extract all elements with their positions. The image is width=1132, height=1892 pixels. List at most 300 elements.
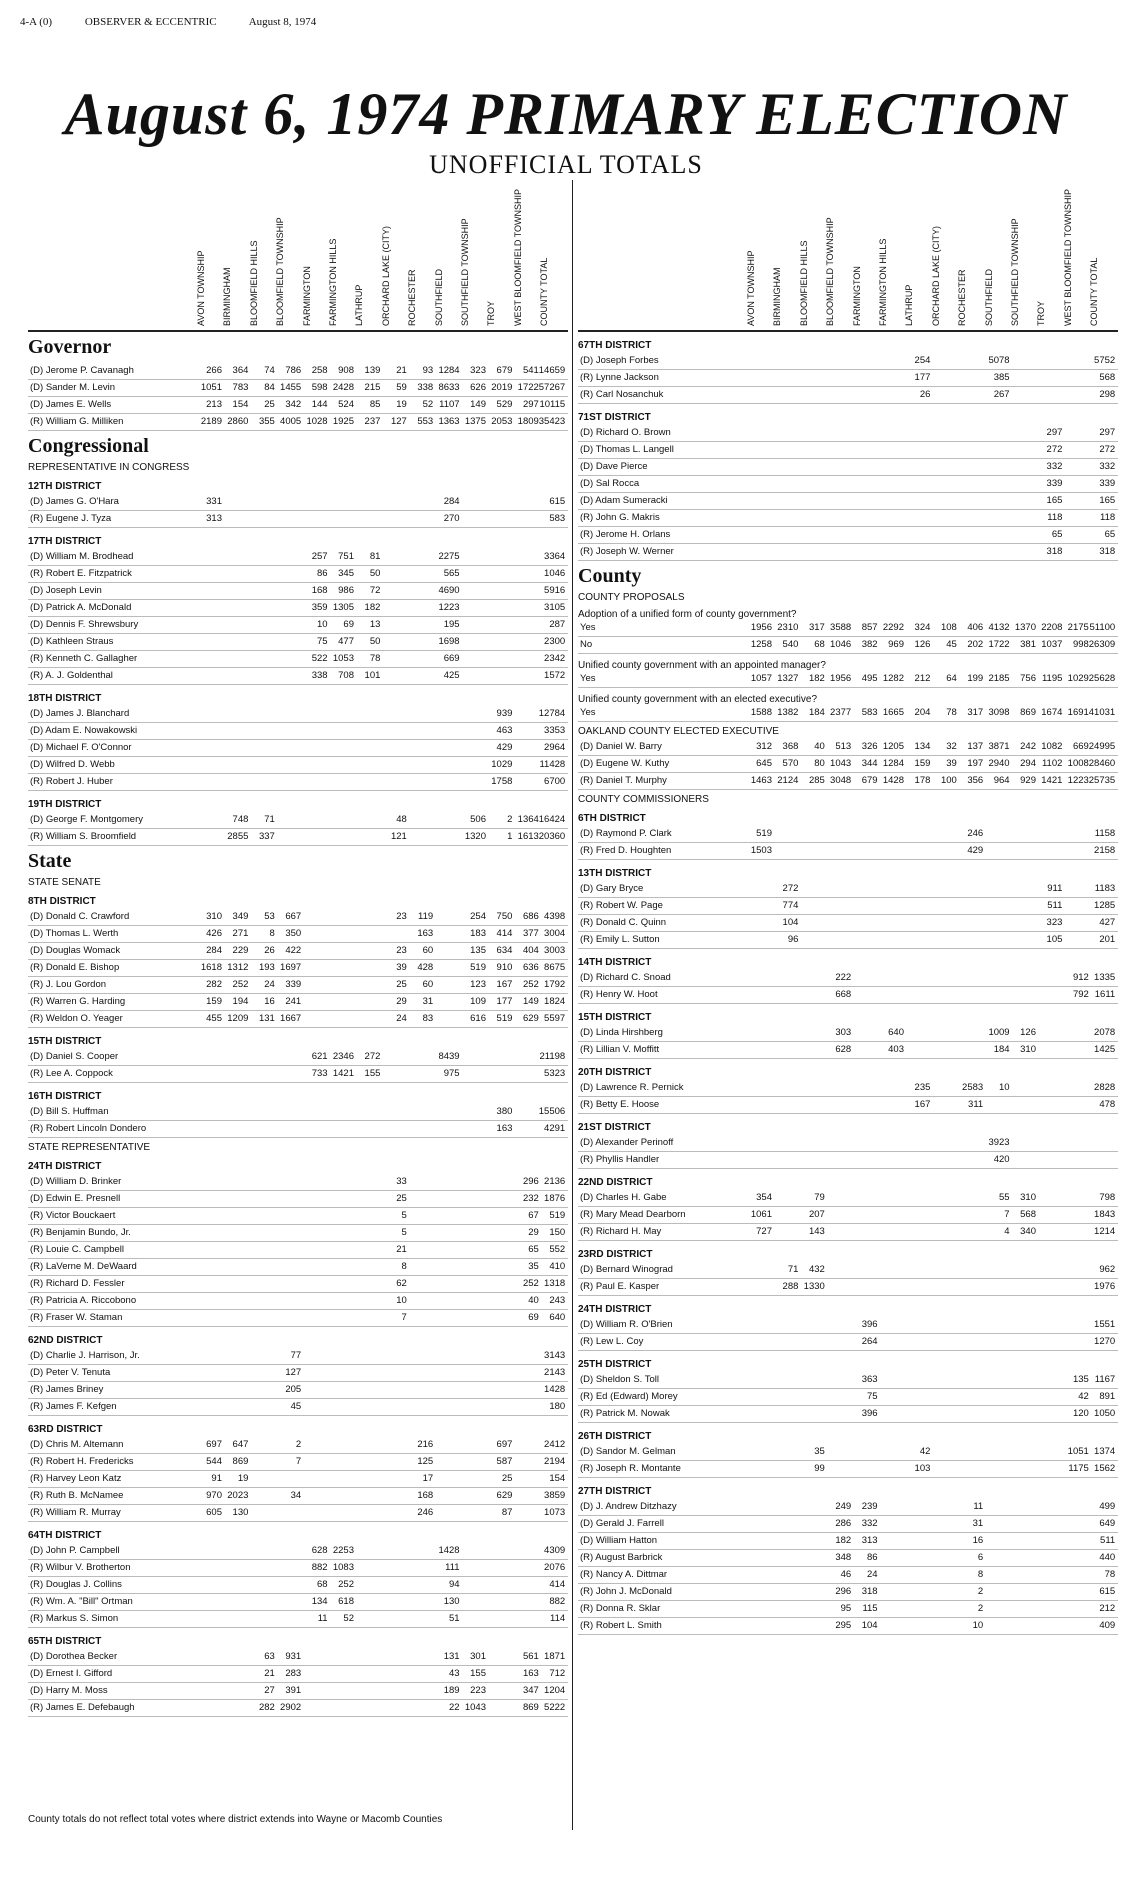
vote-count: 1572 xyxy=(544,670,566,681)
column-header-label: AVON TOWNSHIP xyxy=(196,250,206,326)
subsection-heading: COUNTY COMMISSIONERS xyxy=(578,794,709,805)
result-row xyxy=(28,1066,568,1083)
vote-count: 134 xyxy=(914,741,931,752)
vote-count: 180 xyxy=(549,1401,566,1412)
vote-count: 24 xyxy=(396,1013,407,1024)
vote-count: 640 xyxy=(549,1312,566,1323)
vote-count: 1363 xyxy=(438,416,460,427)
vote-count: 1613 xyxy=(517,831,539,842)
vote-count: 432 xyxy=(808,1264,825,1275)
result-row xyxy=(578,1135,1118,1152)
vote-count: 420 xyxy=(993,1154,1010,1165)
vote-count: 2346 xyxy=(332,1051,354,1062)
vote-count: 3859 xyxy=(544,1490,566,1501)
vote-count: 1183 xyxy=(1094,883,1116,894)
right-column xyxy=(578,180,1118,1635)
vote-count: 313 xyxy=(861,1535,878,1546)
vote-count: 2828 xyxy=(1094,1082,1116,1093)
vote-count: 513 xyxy=(835,741,852,752)
vote-count: 323 xyxy=(1046,917,1063,928)
vote-count: 121 xyxy=(390,831,407,842)
vote-count: 1370 xyxy=(1014,622,1036,633)
vote-count: 16 xyxy=(972,1535,984,1546)
vote-count: 380 xyxy=(496,1106,513,1117)
vote-count: 182 xyxy=(808,673,825,684)
vote-count: 587 xyxy=(496,1456,513,1467)
subsection-heading: COUNTY PROPOSALS xyxy=(578,592,685,603)
result-row xyxy=(28,414,568,431)
candidate-name: (D) William Hatton xyxy=(580,1535,658,1546)
vote-count: 252 xyxy=(522,1278,539,1289)
vote-count: 71 xyxy=(787,1264,799,1275)
vote-count: 5222 xyxy=(544,1702,566,1713)
vote-count: 519 xyxy=(470,962,486,973)
vote-count: 114 xyxy=(550,1613,566,1624)
vote-count: 311 xyxy=(968,1099,984,1110)
vote-count: 154 xyxy=(232,399,249,410)
vote-count: 2 xyxy=(977,1603,984,1614)
vote-count: 59 xyxy=(396,382,407,393)
vote-count: 159 xyxy=(914,758,931,769)
vote-count: 72 xyxy=(369,585,381,596)
column-header xyxy=(746,186,774,326)
vote-count: 1618 xyxy=(200,962,222,973)
vote-count: 377 xyxy=(522,928,539,939)
candidate-name: (D) William D. Brinker xyxy=(30,1176,122,1187)
vote-count: 77 xyxy=(290,1350,302,1361)
vote-count: 297 xyxy=(1046,427,1063,438)
result-row xyxy=(28,1399,568,1416)
vote-count: 338 xyxy=(417,382,434,393)
vote-count: 1051 xyxy=(200,382,222,393)
column-header xyxy=(983,186,1012,326)
column-header-label: COUNTY TOTAL xyxy=(1089,257,1100,326)
vote-count: 46 xyxy=(840,1569,852,1580)
vote-count: 297 xyxy=(522,399,539,410)
vote-count: 986 xyxy=(338,585,354,596)
vote-count: 1925 xyxy=(332,416,354,427)
vote-count: 19 xyxy=(396,399,407,410)
vote-count: 149 xyxy=(522,996,539,1007)
vote-count: 869 xyxy=(1020,707,1036,718)
vote-count: 298 xyxy=(1099,389,1116,400)
candidate-name: (R) Paul E. Kasper xyxy=(580,1281,660,1292)
vote-count: 3364 xyxy=(544,551,566,562)
candidate-name: (R) Fraser W. Staman xyxy=(30,1312,123,1323)
result-row xyxy=(28,1382,568,1399)
vote-count: 150 xyxy=(549,1227,566,1238)
vote-count: 264 xyxy=(861,1336,878,1347)
vote-count: 286 xyxy=(835,1518,852,1529)
result-row xyxy=(28,380,568,397)
vote-count: 750 xyxy=(496,911,513,922)
candidate-name: (R) Joseph W. Werner xyxy=(580,546,674,557)
vote-count: 71 xyxy=(264,814,275,825)
subsection-heading: REPRESENTATIVE IN CONGRESS xyxy=(28,462,190,473)
result-row xyxy=(578,756,1118,773)
vote-count: 422 xyxy=(285,945,302,956)
candidate-name: (D) Sheldon S. Toll xyxy=(580,1374,660,1385)
vote-count: 105 xyxy=(1046,934,1063,945)
vote-count: 1956 xyxy=(830,673,852,684)
candidate-name: (R) J. Lou Gordon xyxy=(30,979,107,990)
candidate-name: (R) John J. McDonald xyxy=(580,1586,672,1597)
result-row xyxy=(28,1104,568,1121)
district-heading: 71ST DISTRICT xyxy=(578,412,651,423)
vote-count: 120 xyxy=(1072,1408,1089,1419)
result-row xyxy=(28,812,568,829)
vote-count: 882 xyxy=(311,1562,328,1573)
result-row xyxy=(28,1208,568,1225)
vote-count: 257 xyxy=(311,551,328,562)
vote-count: 628 xyxy=(311,1545,328,1556)
vote-count: 1956 xyxy=(750,622,772,633)
vote-count: 127 xyxy=(285,1367,302,1378)
vote-count: 318 xyxy=(861,1586,878,1597)
candidate-name: (D) Bernard Winograd xyxy=(580,1264,673,1275)
vote-count: 8633 xyxy=(438,382,460,393)
vote-count: 1697 xyxy=(280,962,302,973)
vote-count: 519 xyxy=(496,1013,513,1024)
vote-count: 64 xyxy=(946,673,957,684)
vote-count: 1205 xyxy=(882,741,904,752)
vote-count: 410 xyxy=(549,1261,566,1272)
vote-count: 1425 xyxy=(1094,1044,1116,1055)
vote-count: 125 xyxy=(417,1456,434,1467)
column-header-label: SOUTHFIELD TOWNSHIP xyxy=(460,218,470,326)
vote-count: 3004 xyxy=(544,928,566,939)
vote-count: 2 xyxy=(977,1586,984,1597)
vote-count: 1223 xyxy=(1067,775,1089,786)
vote-count: 288 xyxy=(782,1281,799,1292)
vote-count: 519 xyxy=(756,828,772,839)
vote-count: 137 xyxy=(967,741,984,752)
column-header-label: WEST BLOOMFIELD TOWNSHIP xyxy=(512,188,523,326)
subsection-heading: STATE REPRESENTATIVE xyxy=(28,1142,151,1153)
vote-count: 182 xyxy=(835,1535,852,1546)
vote-count: 429 xyxy=(967,845,984,856)
result-row xyxy=(28,909,568,926)
district-heading: 12TH DISTRICT xyxy=(28,481,102,492)
vote-count: 294 xyxy=(1020,758,1036,769)
vote-count: 310 xyxy=(1020,1044,1036,1055)
district-heading: 15TH DISTRICT xyxy=(28,1036,102,1047)
vote-count: 668 xyxy=(835,989,852,1000)
vote-count: 254 xyxy=(914,355,931,366)
candidate-name: (D) Thomas L. Langell xyxy=(580,444,674,455)
district-heading: 63RD DISTRICT xyxy=(28,1424,103,1435)
vote-count: 350 xyxy=(285,928,302,939)
vote-count: 2185 xyxy=(988,673,1010,684)
result-row xyxy=(28,363,568,380)
vote-count: 78 xyxy=(369,653,381,664)
vote-count: 5597 xyxy=(544,1013,566,1024)
vote-count: 4291 xyxy=(544,1123,566,1134)
vote-count: 318 xyxy=(1046,546,1063,557)
candidate-name: (R) Emily L. Sutton xyxy=(580,934,660,945)
vote-count: 10 xyxy=(999,1082,1010,1093)
vote-count: 212 xyxy=(914,673,931,684)
vote-count: 1588 xyxy=(750,707,772,718)
result-row xyxy=(28,1700,568,1717)
column-header xyxy=(512,186,541,326)
vote-count: 295 xyxy=(835,1620,852,1631)
vote-count: 21 xyxy=(396,1244,407,1255)
candidate-name: (D) Daniel W. Barry xyxy=(580,741,662,752)
vote-count: 774 xyxy=(782,900,799,911)
vote-count: 463 xyxy=(496,725,513,736)
vote-count: 2253 xyxy=(332,1545,354,1556)
result-row xyxy=(28,1543,568,1560)
candidate-name: (R) Fred D. Houghten xyxy=(580,845,672,856)
vote-count: 13 xyxy=(369,619,381,630)
vote-count: 337 xyxy=(258,831,275,842)
vote-count: 312 xyxy=(756,741,772,752)
candidate-name: (R) Phyllis Handler xyxy=(580,1154,660,1165)
vote-count: 96 xyxy=(787,934,799,945)
vote-count: 908 xyxy=(338,365,354,376)
vote-count: 1674 xyxy=(1041,707,1063,718)
vote-count: 669 xyxy=(443,653,460,664)
vote-count: 14659 xyxy=(538,365,566,376)
vote-count: 756 xyxy=(1020,673,1036,684)
vote-count: 1809 xyxy=(517,416,539,427)
candidate-name: (D) Bill S. Huffman xyxy=(30,1106,109,1117)
vote-count: 1551 xyxy=(1094,1319,1116,1330)
candidate-name: (D) Kathleen Straus xyxy=(30,636,114,647)
vote-count: 130 xyxy=(443,1596,460,1607)
district-heading: 21ST DISTRICT xyxy=(578,1122,651,1133)
candidate-name: (R) Nancy A. Dittmar xyxy=(580,1569,668,1580)
vote-count: 25 xyxy=(396,979,407,990)
vote-count: 86 xyxy=(867,1552,878,1563)
vote-count: 182 xyxy=(364,602,381,613)
column-header xyxy=(772,186,800,326)
vote-count: 252 xyxy=(522,979,539,990)
vote-count: 598 xyxy=(311,382,328,393)
vote-count: 506 xyxy=(470,814,486,825)
vote-count: 5323 xyxy=(544,1068,566,1079)
vote-count: 163 xyxy=(522,1668,539,1679)
column-header-label: FARMINGTON HILLS xyxy=(878,238,888,326)
vote-count: 519 xyxy=(549,1210,566,1221)
result-row xyxy=(578,1097,1118,1114)
vote-count: 396 xyxy=(861,1319,878,1330)
vote-count: 168 xyxy=(311,585,328,596)
footnote: County totals do not reflect total votes where district extends into Wayne or Macomb Counties xyxy=(28,1814,443,1825)
column-header-label: TROY xyxy=(486,300,497,326)
vote-count: 19 xyxy=(237,1473,249,1484)
vote-count: 34 xyxy=(290,1490,302,1501)
vote-count: 163 xyxy=(417,928,434,939)
vote-count: 2078 xyxy=(1094,1027,1116,1038)
vote-count: 68 xyxy=(317,1579,328,1590)
candidate-name: (R) Markus S. Simon xyxy=(30,1613,119,1624)
vote-count: 1214 xyxy=(1094,1226,1116,1237)
vote-count: 2143 xyxy=(544,1367,566,1378)
vote-count: 25735 xyxy=(1088,775,1116,786)
vote-count: 83 xyxy=(422,1013,434,1024)
vote-count: 426 xyxy=(206,928,222,939)
vote-count: 910 xyxy=(496,962,513,973)
result-row xyxy=(28,397,568,414)
vote-count: 3353 xyxy=(544,725,566,736)
column-headers-right xyxy=(578,180,1118,332)
candidate-name: (D) Dennis F. Shrewsbury xyxy=(30,619,139,630)
vote-count: 80 xyxy=(814,758,825,769)
column-header-label: BLOOMFIELD HILLS xyxy=(798,240,809,326)
vote-count: 91 xyxy=(211,1473,222,1484)
candidate-name: (R) Benjamin Bundo, Jr. xyxy=(30,1227,131,1238)
vote-count: 303 xyxy=(835,1027,852,1038)
vote-count: 143 xyxy=(808,1226,825,1237)
vote-count: 10115 xyxy=(539,399,566,410)
vote-count: 414 xyxy=(549,1579,566,1590)
vote-count: 21 xyxy=(396,365,407,376)
candidate-name: (D) Gary Bryce xyxy=(580,883,644,894)
vote-count: 101 xyxy=(364,670,381,681)
vote-count: 284 xyxy=(443,496,460,507)
vote-count: 2275 xyxy=(438,551,460,562)
vote-count: 349 xyxy=(232,911,249,922)
result-row xyxy=(578,1025,1118,1042)
vote-count: 939 xyxy=(496,708,513,719)
result-row xyxy=(28,1348,568,1365)
vote-count: 252 xyxy=(338,1579,354,1590)
result-row xyxy=(578,476,1118,493)
vote-count: 798 xyxy=(1099,1192,1116,1203)
vote-count: 553 xyxy=(417,416,434,427)
result-row xyxy=(578,544,1118,561)
candidate-name: (R) Lillian V. Moffitt xyxy=(580,1044,660,1055)
column-header-label: ROCHESTER xyxy=(407,269,418,326)
vote-count: 232 xyxy=(522,1193,539,1204)
vote-count: 87 xyxy=(501,1507,513,1518)
vote-count: 21 xyxy=(264,1668,275,1679)
column-header xyxy=(904,186,932,326)
result-row xyxy=(578,1601,1118,1618)
vote-count: 207 xyxy=(808,1209,825,1220)
vote-count: 4398 xyxy=(544,911,566,922)
vote-count: 1320 xyxy=(464,831,486,842)
vote-count: 733 xyxy=(311,1068,328,1079)
vote-count: 271 xyxy=(232,928,249,939)
vote-count: 511 xyxy=(1100,1535,1116,1546)
result-row xyxy=(28,600,568,617)
vote-count: 5 xyxy=(401,1227,407,1238)
vote-count: 1665 xyxy=(882,707,904,718)
vote-count: 31 xyxy=(422,996,434,1007)
vote-count: 131 xyxy=(443,1651,460,1662)
vote-count: 135 xyxy=(470,945,486,956)
vote-count: 356 xyxy=(967,775,984,786)
vote-count: 645 xyxy=(756,758,772,769)
vote-count: 78 xyxy=(946,707,957,718)
vote-count: 552 xyxy=(549,1244,566,1255)
candidate-name: (D) James J. Blanchard xyxy=(30,708,130,719)
vote-count: 618 xyxy=(338,1596,354,1607)
vote-count: 385 xyxy=(993,372,1010,383)
district-heading: 26TH DISTRICT xyxy=(578,1431,652,1442)
vote-count: 35423 xyxy=(538,416,566,427)
vote-count: 363 xyxy=(861,1374,878,1385)
result-row xyxy=(28,757,568,774)
column-header xyxy=(825,186,853,326)
result-row xyxy=(578,1279,1118,1296)
vote-count: 1421 xyxy=(332,1068,354,1079)
result-row xyxy=(578,353,1118,370)
candidate-name: (D) Sal Rocca xyxy=(580,478,640,489)
result-row xyxy=(578,1207,1118,1224)
vote-count: 3923 xyxy=(988,1137,1010,1148)
vote-count: 1428 xyxy=(438,1545,460,1556)
vote-count: 1843 xyxy=(1094,1209,1116,1220)
vote-count: 326 xyxy=(861,741,878,752)
candidate-name: (D) Raymond P. Clark xyxy=(580,828,672,839)
vote-count: 165 xyxy=(1046,495,1063,506)
candidate-name: (D) Dave Pierce xyxy=(580,461,648,472)
vote-count: 51 xyxy=(449,1613,460,1624)
vote-count: 2194 xyxy=(544,1456,566,1467)
result-row xyxy=(28,634,568,651)
district-heading: 13TH DISTRICT xyxy=(578,868,652,879)
vote-count: 323 xyxy=(470,365,486,376)
vote-count: 1029 xyxy=(1067,673,1089,684)
column-header xyxy=(1010,186,1038,326)
vote-count: 1223 xyxy=(438,602,460,613)
vote-count: 1204 xyxy=(544,1685,566,1696)
result-row xyxy=(578,425,1118,442)
vote-count: 29 xyxy=(528,1227,539,1238)
result-row xyxy=(578,826,1118,843)
vote-count: 215 xyxy=(364,382,381,393)
vote-count: 342 xyxy=(285,399,302,410)
vote-count: 409 xyxy=(1099,1620,1116,1631)
vote-count: 428 xyxy=(417,962,434,973)
vote-count: 317 xyxy=(967,707,984,718)
candidate-name: (D) Joseph Forbes xyxy=(580,355,659,366)
vote-count: 69 xyxy=(343,619,354,630)
vote-count: 7 xyxy=(1004,1209,1010,1220)
vote-count: 522 xyxy=(311,653,328,664)
vote-count: 301 xyxy=(470,1651,486,1662)
vote-count: 2292 xyxy=(882,622,904,633)
vote-count: 1455 xyxy=(280,382,302,393)
vote-count: 42 xyxy=(1078,1391,1089,1402)
result-row xyxy=(28,1488,568,1505)
vote-count: 39 xyxy=(946,758,957,769)
result-row xyxy=(28,1225,568,1242)
candidate-name: (D) Alexander Perinoff xyxy=(580,1137,674,1148)
vote-count: 11428 xyxy=(539,759,566,770)
district-heading: 15TH DISTRICT xyxy=(578,1012,652,1023)
vote-count: 126 xyxy=(1020,1027,1036,1038)
candidate-name: (D) Donald C. Crawford xyxy=(30,911,130,922)
vote-count: 634 xyxy=(496,945,513,956)
vote-count: 155 xyxy=(364,1068,381,1079)
candidate-name: (R) Donald E. Bishop xyxy=(30,962,120,973)
vote-count: 249 xyxy=(835,1501,852,1512)
column-header-label: FARMINGTON xyxy=(851,266,862,326)
vote-count: 1209 xyxy=(227,1013,249,1024)
vote-count: 621 xyxy=(311,1051,328,1062)
vote-count: 1053 xyxy=(332,653,354,664)
candidate-name: (D) Harry M. Moss xyxy=(30,1685,108,1696)
column-header-label: LATHRUP xyxy=(904,284,915,326)
vote-count: 344 xyxy=(861,758,878,769)
vote-count: 40 xyxy=(528,1295,539,1306)
candidate-name: (R) James F. Kefgen xyxy=(30,1401,117,1412)
